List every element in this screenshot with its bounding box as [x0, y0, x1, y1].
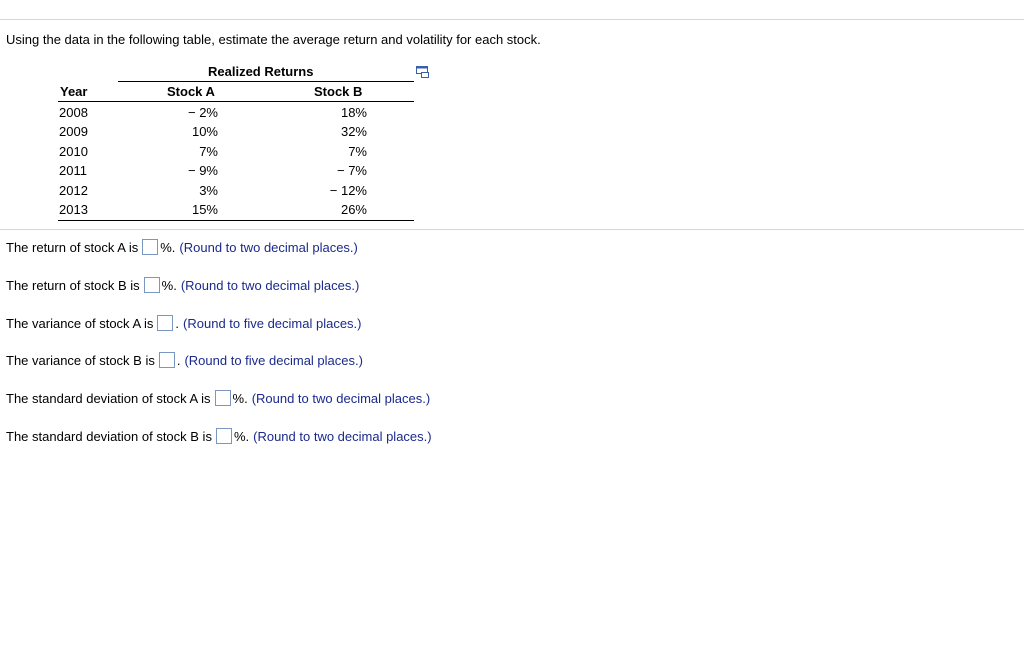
- answer-suffix: %.: [160, 239, 176, 255]
- stock-b-cell: 7%: [348, 144, 367, 159]
- stdev-a-input[interactable]: [215, 390, 231, 406]
- stock-b-cell: 18%: [340, 105, 367, 120]
- return-a-input[interactable]: [142, 239, 158, 255]
- answer-suffix: %.: [161, 277, 177, 293]
- answer-prompt: The variance of stock B is: [6, 352, 155, 368]
- col-header-stock-a: Stock A: [167, 84, 215, 99]
- realized-returns-table: [58, 60, 414, 222]
- answer-prompt: The standard deviation of stock B is: [6, 428, 212, 444]
- answer-row-return-b: [6, 275, 359, 295]
- stdev-b-input[interactable]: [216, 428, 232, 444]
- stock-b-cell: 26%: [340, 202, 367, 217]
- rounding-hint: (Round to five decimal places.): [184, 352, 363, 368]
- answer-suffix: %.: [232, 390, 248, 406]
- variance-a-input[interactable]: [157, 315, 173, 331]
- rounding-hint: (Round to two decimal places.): [179, 239, 358, 255]
- answer-prompt: The standard deviation of stock A is: [6, 390, 211, 406]
- return-b-input[interactable]: [144, 277, 160, 293]
- answer-suffix: .: [176, 352, 181, 368]
- copy-table-icon[interactable]: [416, 66, 430, 78]
- answer-prompt: The return of stock A is: [6, 239, 139, 255]
- stock-a-cell: 7%: [199, 144, 218, 159]
- table-bottom-rule: [58, 220, 414, 221]
- answer-row-return-a: [6, 237, 358, 257]
- answer-row-stdev-b: [6, 426, 432, 446]
- year-cell: 2009: [59, 124, 88, 139]
- column-header-rule: [58, 101, 414, 102]
- answer-prompt: The return of stock B is: [6, 277, 140, 293]
- stock-a-cell: 15%: [191, 202, 218, 217]
- stock-a-cell: 10%: [191, 124, 218, 139]
- year-cell: 2011: [59, 163, 87, 178]
- col-header-stock-b: Stock B: [314, 84, 363, 99]
- stock-a-cell: − 2%: [188, 105, 218, 120]
- stock-a-cell: − 9%: [188, 163, 218, 178]
- question-intro: Using the data in the following table, estimate the average return and volatility for each stock.: [6, 32, 541, 47]
- answer-prompt: The variance of stock A is: [6, 315, 154, 331]
- col-header-year: Year: [60, 84, 88, 99]
- variance-b-input[interactable]: [159, 352, 175, 368]
- year-cell: 2013: [59, 202, 88, 217]
- stock-b-cell: − 7%: [337, 163, 367, 178]
- rounding-hint: (Round to two decimal places.): [251, 390, 431, 406]
- answer-row-stdev-a: [6, 388, 430, 408]
- rounding-hint: (Round to two decimal places.): [253, 428, 432, 444]
- answer-suffix: %.: [233, 428, 250, 444]
- rounding-hint: (Round to five decimal places.): [183, 315, 362, 331]
- stock-b-cell: 32%: [340, 124, 367, 139]
- rounding-hint: (Round to two decimal places.): [180, 277, 360, 293]
- year-cell: 2010: [59, 144, 88, 159]
- stock-a-cell: 3%: [199, 183, 218, 198]
- answer-row-variance-b: [6, 350, 363, 370]
- answer-suffix: .: [175, 315, 180, 331]
- group-header-rule: [118, 81, 414, 82]
- top-divider: [0, 19, 1024, 20]
- section-divider: [0, 229, 1024, 230]
- answer-row-variance-a: [6, 313, 362, 333]
- group-header: Realized Returns: [208, 64, 314, 79]
- year-cell: 2012: [59, 183, 88, 198]
- stock-b-cell: − 12%: [329, 183, 367, 198]
- year-cell: 2008: [59, 105, 88, 120]
